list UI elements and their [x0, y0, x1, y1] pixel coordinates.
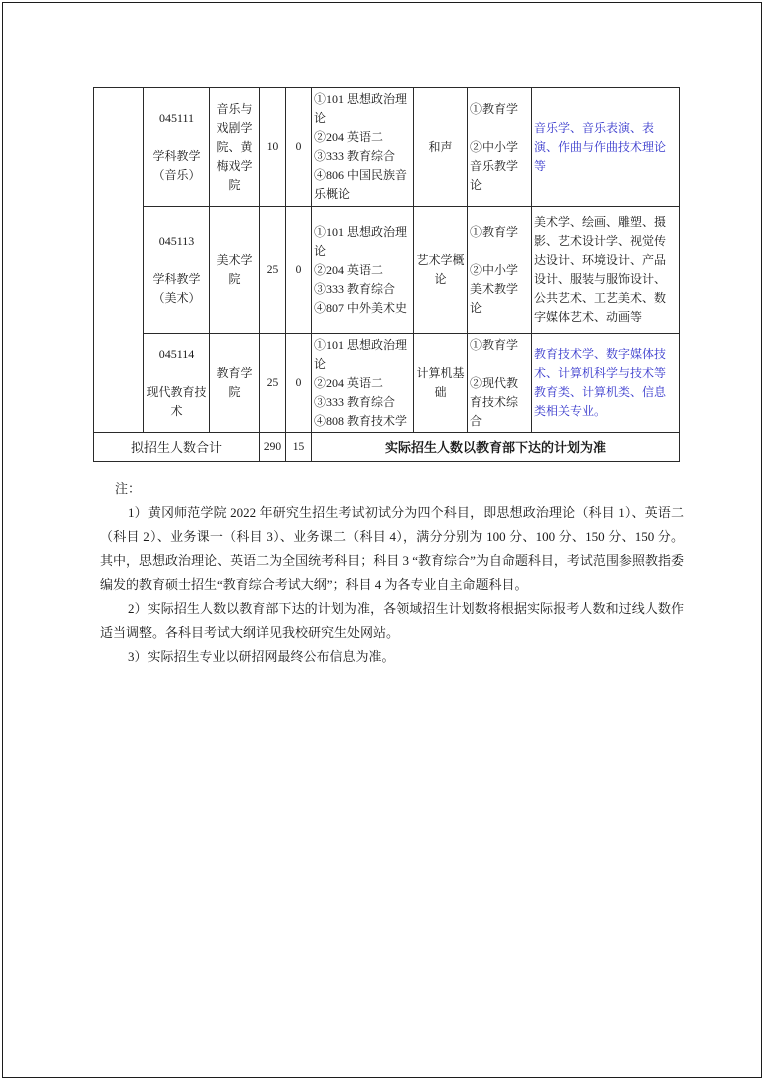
program-name: 学科教学（美术）: [152, 272, 201, 305]
total-row: [94, 433, 680, 462]
program-name: 现代教育技术: [146, 385, 207, 418]
exempt-count-cell: 0: [286, 88, 312, 207]
exam-subject: ②204 英语二: [314, 375, 384, 390]
program-name: 学科教学（音乐）: [152, 149, 201, 182]
interview-subject: ①教育学: [470, 101, 519, 116]
exempt-count-cell: 0: [286, 334, 312, 433]
college-cell: 音乐与戏剧学院、黄梅戏学院: [210, 88, 260, 207]
interview-subject: ②中小学美术教学论: [470, 262, 519, 315]
eligible-majors-cell: 教育技术学、数字媒体技术、计算机科学与技术等教育类、计算机类、信息类相关专业。: [532, 334, 680, 433]
exempt-total-cell: 15: [286, 433, 312, 462]
planned-count-cell: 25: [260, 207, 286, 334]
initial-exams-cell: [312, 88, 414, 207]
initial-exams-cell: [312, 334, 414, 433]
retest-interview-cell: [468, 88, 532, 207]
admission-table: [93, 87, 680, 462]
table-row-edtech: [94, 334, 680, 433]
program-cell: [144, 207, 210, 334]
eligible-majors-cell: 音乐学、音乐表演、表演、作曲与作曲技术理论等: [532, 88, 680, 207]
retest-interview-cell: [468, 207, 532, 334]
planned-count-cell: 25: [260, 334, 286, 433]
exempt-count-cell: 0: [286, 207, 312, 334]
planned-count-cell: 10: [260, 88, 286, 207]
total-label-cell: 拟招生人数合计: [94, 433, 260, 462]
exam-subject: ②204 英语二: [314, 262, 384, 277]
exam-subject: ③333 教育综合: [314, 394, 396, 409]
exam-subject: ④806 中国民族音乐概论: [314, 168, 408, 201]
table-row-music: [94, 88, 680, 207]
college-cell: 教育学院: [210, 334, 260, 433]
program-code: 045113: [158, 234, 195, 248]
exam-subject: ①101 思想政治理论: [314, 92, 408, 125]
note-item-2: 2）实际招生人数以教育部下达的计划为准，各领域招生计划数将根据实际报考人数和过线人数作适当调整。各科目考试大纲详见我校研究生处网站。: [100, 601, 684, 640]
exam-subject: ④808 教育技术学: [314, 413, 408, 428]
note-item-3: 3）实际招生专业以研招网最终公布信息为准。: [128, 649, 395, 664]
program-code: 045114: [158, 347, 195, 361]
exam-subject: ③333 教育综合: [314, 281, 396, 296]
program-cell: [144, 88, 210, 207]
interview-subject: ②现代教育技术综合: [470, 375, 519, 428]
exam-subject: ①101 思想政治理论: [314, 224, 408, 258]
exam-subject: ①101 思想政治理论: [314, 337, 408, 371]
category-empty-cell: [94, 88, 144, 433]
eligible-majors-cell: 美术学、绘画、雕塑、摄影、艺术设计学、视觉传达设计、环境设计、产品设计、服装与服饰设计、公共艺术、工艺美术、数字媒体艺术、动画等: [532, 207, 680, 334]
college-cell: 美术学院: [210, 207, 260, 334]
exam-subject: ②204 英语二: [314, 130, 384, 144]
note-item-1: 1）黄冈师范学院 2022 年研究生招生考试初试分为四个科目，即思想政治理论（科目 1）、英语二（科目 2）、业务课一（科目 3）、业务课二（科目 4），满分分别为 100 分、100 分、150 分、150 分。其中，思想政治理论、英语二为全国统考科目；科目 3 “教育综合”为自命题科目，考试范围参照教指委编发的教育硕士招生“教育综合考试大纲”；科目 4 为各专业自主命题科目。: [100, 505, 684, 592]
interview-subject: ①教育学: [470, 224, 519, 239]
notes-section: [100, 477, 684, 669]
table-row-art: [94, 207, 680, 334]
notes-label: 注：: [115, 481, 142, 496]
program-cell: [144, 334, 210, 433]
retest-written-cell: 和声: [414, 88, 468, 207]
planned-total-cell: 290: [260, 433, 286, 462]
program-code: 045111: [158, 111, 195, 125]
exam-subject: ④807 中外美术史: [314, 300, 408, 315]
retest-written-cell: 艺术学概论: [414, 207, 468, 334]
initial-exams-cell: [312, 207, 414, 334]
total-remark-cell: 实际招生人数以教育部下达的计划为准: [312, 433, 680, 462]
retest-interview-cell: [468, 334, 532, 433]
interview-subject: ①教育学: [470, 337, 519, 352]
exam-subject: ③333 教育综合: [314, 149, 396, 163]
interview-subject: ②中小学音乐教学论: [470, 139, 519, 192]
retest-written-cell: 计算机基础: [414, 334, 468, 433]
